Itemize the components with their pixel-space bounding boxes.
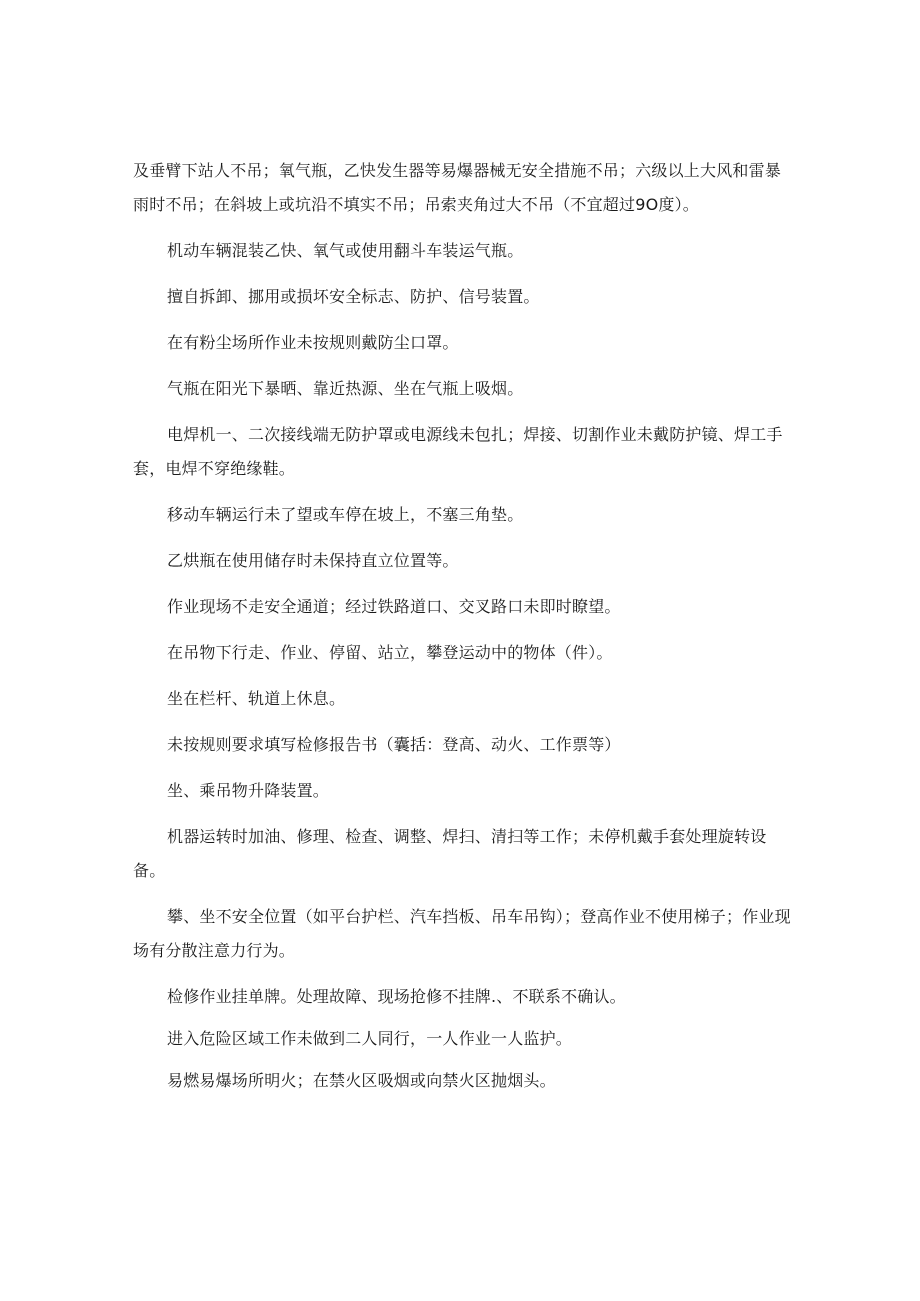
paragraph-3: 擅自拆卸、挪用或损坏安全标志、防护、信号装置。 — [167, 287, 540, 306]
paragraph-8: 乙烘瓶在使用储存时未保持直立位置等。 — [167, 551, 459, 570]
paragraph-18: 易燃易爆场所明火；在禁火区吸烟或向禁火区抛烟头。 — [167, 1071, 556, 1090]
paragraph-10: 在吊物下行走、作业、停留、站立，攀登运动中的物体（件）。 — [167, 643, 613, 662]
paragraph-4: 在有粉尘场所作业未按规则戴防尘口罩。 — [167, 333, 459, 352]
paragraph-17: 进入危险区域工作未做到二人同行，一人作业一人监护。 — [167, 1029, 573, 1048]
paragraph-12: 未按规则要求填写检修报告书（囊括：登高、动火、工作票等） — [167, 735, 621, 754]
paragraph-2: 机动车辆混装乙快、氧气或使用翻斗车装运气瓶。 — [167, 241, 524, 260]
paragraph-7: 移动车辆运行未了望或车停在坡上，不塞三角垫。 — [167, 505, 524, 524]
paragraph-6: 电焊机一、二次接线端无防护罩或电源线未包扎；焊接、切割作业未戴防护镜、焊工手套，电焊不穿绝缘鞋。 — [133, 425, 783, 478]
paragraph-11: 坐在栏杆、轨道上休息。 — [167, 689, 346, 708]
paragraph-9: 作业现场不走安全通道；经过铁路道口、交叉路口未即时瞭望。 — [167, 597, 621, 616]
paragraph-5: 气瓶在阳光下暴晒、靠近热源、坐在气瓶上吸烟。 — [167, 379, 524, 398]
paragraph-14: 机器运转时加油、修理、检查、调整、焊扫、清扫等工作；未停机戴手套处理旋转设备。 — [133, 827, 767, 880]
paragraph-1: 及垂臂下站人不吊；氧气瓶，乙快发生器等易爆器械无安全措施不吊；六级以上大风和雷暴雨时不吊；在斜坡上或坑沿不填实不吊；吊索夹角过大不吊（不宜超过9O度）。 — [133, 161, 782, 214]
paragraph-15: 攀、坐不安全位置（如平台护栏、汽车挡板、吊车吊钩）；登高作业不使用梯子；作业现场有分散注意力行为。 — [133, 907, 791, 960]
paragraph-13: 坐、乘吊物升降装置。 — [167, 781, 330, 800]
paragraph-16: 检修作业挂单牌。处理故障、现场抢修不挂牌.、不联系不确认。 — [167, 987, 626, 1006]
document-body — [133, 154, 793, 1110]
